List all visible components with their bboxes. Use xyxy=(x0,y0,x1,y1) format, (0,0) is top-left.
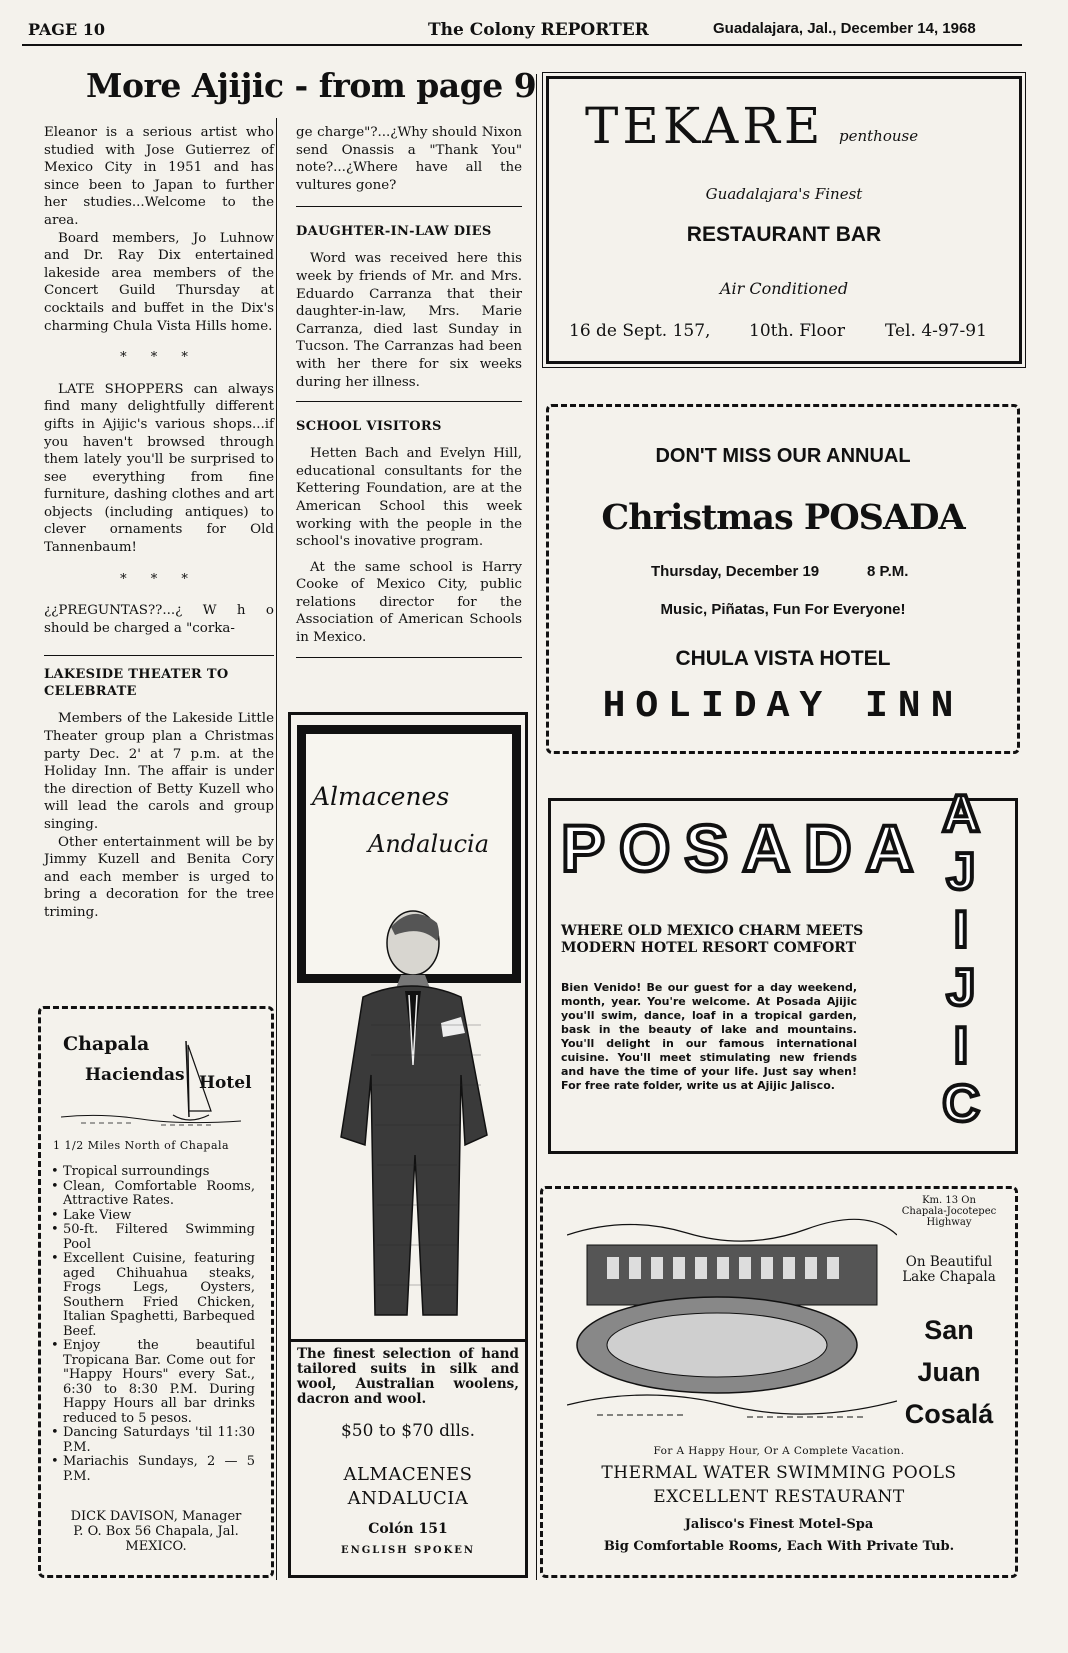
tekare-address: 16 de Sept. 157, xyxy=(569,321,711,341)
christmas-posada-ad xyxy=(546,404,1020,754)
almacenes-blurb: The finest selection of hand tailored suits in silk and wool, Australian woolens, dacron and wool. xyxy=(297,1346,519,1407)
ajijic-letter: J xyxy=(946,843,976,901)
column-1 xyxy=(44,124,274,922)
column-rule-1 xyxy=(276,118,277,1580)
almacenes-andalucia-ad xyxy=(288,712,528,1578)
article-paragraph: At the same school is Harry Cooke of Mexico City, public relations director for the Association of American Schools in Mexico. xyxy=(296,559,522,646)
almacenes-logo: Almacenes xyxy=(312,782,450,811)
almacenes-language: ENGLISH SPOKEN xyxy=(340,1545,476,1556)
article-paragraph: Hetten Bach and Evelyn Hill, educational consultants for the Kettering Foundation, are at the American School this week working with the people in the school's inovative program. xyxy=(296,446,522,550)
posada-date: Thursday, December 19 xyxy=(651,563,820,580)
posada-tagline-1: WHERE OLD MEXICO CHARM MEETS xyxy=(561,923,864,939)
section-rule xyxy=(44,655,274,656)
sanjuan-motel: Jalisco's Finest Motel-Spa xyxy=(684,1517,874,1532)
article-paragraph: ge charge"?...¿Why should Nixon send Onassis a "Thank You" note?...¿Where have all the vultures gone? xyxy=(296,125,522,193)
chapala-title: Chapala xyxy=(63,1033,150,1055)
sanjuan-san: San xyxy=(924,1315,974,1345)
almacenes-address: Colón 151 xyxy=(368,1521,448,1537)
section-rule xyxy=(296,206,522,207)
san-juan-cosala-ad xyxy=(540,1186,1018,1578)
separator-stars: * * * xyxy=(120,571,198,587)
section-rule xyxy=(296,401,522,402)
column-rule-2 xyxy=(536,74,537,1580)
paper-name: The Colony REPORTER xyxy=(428,20,649,40)
posada-logo: POSADA xyxy=(561,811,928,885)
ajijic-letter: I xyxy=(953,901,969,959)
posada-title: Christmas POSADA xyxy=(601,497,965,538)
ajijic-letter: A xyxy=(942,785,980,843)
almacenes-divider xyxy=(288,1339,528,1342)
almacenes-name-2: ANDALUCIA xyxy=(347,1488,469,1509)
chapala-address: P. O. Box 56 Chapala, Jal. xyxy=(73,1524,239,1539)
sanjuan-thermal: THERMAL WATER SWIMMING POOLS xyxy=(601,1463,957,1483)
chapala-manager: DICK DAVISON, Manager xyxy=(70,1509,242,1524)
ajijic-letter: J xyxy=(946,959,976,1017)
almacenes-name xyxy=(291,1463,525,1511)
ajijic-letter: I xyxy=(953,1017,969,1075)
feature-item: • Tropical surroundings xyxy=(49,1165,255,1180)
resort-illustration xyxy=(567,1205,897,1425)
feature-item: • Mariachis Sundays, 2 — 5 P.M. xyxy=(49,1455,255,1484)
ajijic-letter: C xyxy=(942,1075,980,1133)
posada-hotel: CHULA VISTA HOTEL xyxy=(675,647,891,670)
article-paragraph: ¿¿PREGUNTAS??...¿ W h o should be charged a "corka- xyxy=(44,603,274,636)
ajijic-logo xyxy=(919,785,1003,1133)
sanjuan-km: Km. 13 On Chapala-Jocotepec Highway xyxy=(901,1195,997,1228)
feature-item: • Lake View xyxy=(49,1209,255,1224)
posada-fun: Music, Piñatas, Fun For Everyone! xyxy=(660,601,906,618)
page-number: PAGE 10 xyxy=(28,20,105,39)
sanjuan-happy: For A Happy Hour, Or A Complete Vacation. xyxy=(653,1445,905,1457)
feature-item: • Dancing Saturdays 'til 11:30 P.M. xyxy=(49,1426,255,1455)
sanjuan-on: On Beautiful Lake Chapala xyxy=(902,1254,996,1285)
sanjuan-restaurant: EXCELLENT RESTAURANT xyxy=(653,1487,905,1507)
posada-annual: DON'T MISS OUR ANNUAL xyxy=(655,445,911,467)
posada-inn: HOLIDAY INN xyxy=(602,685,964,728)
tekare-finest: Guadalajara's Finest xyxy=(705,185,863,203)
article-paragraph: Word was received here this week by friends of Mr. and Mrs. Eduardo Carranza that their daughter-in-law, Mrs. Marie Carranza, died last Sunday in Tucson. The Carranzas had been with her there for six weeks during her illness. xyxy=(296,251,522,390)
posada-time: 8 P.M. xyxy=(867,563,909,580)
tekare-ad xyxy=(546,76,1022,364)
feature-item: • 50-ft. Filtered Swimming Pool xyxy=(49,1223,255,1252)
feature-item: • Enjoy the beautiful Tropicana Bar. Come out for "Happy Hours" every Sat., 6:30 to 8:30 P.M. During Happy Hours all bar drinks reduced to 5 pesos. xyxy=(49,1339,255,1426)
almacenes-name-1: ALMACENES xyxy=(343,1464,473,1485)
chapala-haciendas-ad xyxy=(38,1006,274,1578)
chapala-title-2: Haciendas xyxy=(85,1065,185,1085)
feature-item: • Excellent Cuisine, featuring aged Chihuahua steaks, Frogs Legs, Oysters, Southern Fried Chicken, Italian Spaghetti, Barbequed Beef. xyxy=(49,1252,255,1339)
tekare-air: Air Conditioned xyxy=(719,279,849,298)
chapala-distance: 1 1/2 Miles North of Chapala xyxy=(53,1139,230,1152)
sailboat-illustration xyxy=(61,1039,251,1129)
dateline: Guadalajara, Jal., December 14, 1968 xyxy=(713,20,976,37)
feature-item: • Clean, Comfortable Rooms, Attractive Rates. xyxy=(49,1180,255,1209)
tekare-tel: Tel. 4-97-91 xyxy=(885,321,987,341)
article-paragraph: Eleanor is a serious artist who studied with Jose Gutierrez of Mexico City in 1951 and has since been to Japan to further her studies...Welcome to the area. xyxy=(44,125,274,228)
posada-ajijic-ad xyxy=(548,785,1018,1154)
sanjuan-rooms: Big Comfortable Rooms, Each With Private Tub. xyxy=(603,1539,955,1554)
posada-body: Bien Venido! Be our guest for a day weekend, month, year. You're welcome. At Posada Ajijic you'll swim, dance, loaf in a tropical garden, bask in the beauty of lake and mountains. You'll delight in our famous international cuisine. You'll meet stimulating new friends and have the time of your life. Just say when! For free rate folder, write us at Ajijic Jalisco. xyxy=(561,981,857,1092)
sanjuan-cosala: Cosalá xyxy=(904,1399,994,1429)
column-2 xyxy=(296,124,522,658)
sanjuan-juan: Juan xyxy=(917,1357,981,1387)
tekare-type: RESTAURANT BAR xyxy=(686,223,882,246)
article-paragraph: Other entertainment will be by Jimmy Kuzell and Benita Cory and each member is urged to bring a decoration for the tree triming. xyxy=(44,834,274,920)
chapala-contact xyxy=(41,1509,271,1554)
chapala-country: MEXICO. xyxy=(125,1539,187,1554)
section-rule xyxy=(296,657,522,658)
headline: More Ajijic - from page 9 xyxy=(86,66,537,105)
section-heading: LAKESIDE THEATER TO CELEBRATE xyxy=(44,667,229,700)
tekare-floor: 10th. Floor xyxy=(749,321,846,341)
article-paragraph: LATE SHOPPERS can always find many delightfully different gifts in Ajijic's various shops...if you haven't browsed through them lately you'll be surprised to see everything from fine furniture, dashing clothes and art objects (including antiques) to clever ornaments for Old Tannenbaum! xyxy=(44,381,274,556)
posada-tagline-2: MODERN HOTEL RESORT COMFORT xyxy=(561,940,857,956)
article-paragraph: Board members, Jo Luhnow and Dr. Ray Dix entertained lakeside area members of the Concert Guild Thursday at cocktails and buffet in the Dix's charming Chula Vista Hills home. xyxy=(44,230,274,334)
andalucia-logo: Andalucia xyxy=(368,830,490,858)
header-rule xyxy=(22,44,1022,46)
section-heading: SCHOOL VISITORS xyxy=(296,419,442,435)
separator-stars: * * * xyxy=(120,350,198,366)
tekare-penthouse: penthouse xyxy=(839,127,919,145)
posada-tagline xyxy=(561,923,863,957)
chapala-features xyxy=(49,1165,255,1484)
almacenes-price: $50 to $70 dlls. xyxy=(340,1421,476,1441)
man-in-suit-illustration xyxy=(291,905,525,1325)
section-heading: DAUGHTER-IN-LAW DIES xyxy=(296,224,492,240)
chapala-title-3: Hotel xyxy=(199,1073,252,1093)
article-paragraph: Members of the Lakeside Little Theater group plan a Christmas party Dec. 2' at 7 p.m. at the Holiday Inn. The affair is under the direction of Betty Kuzell who will lead the carols and group singing. xyxy=(44,711,274,832)
tekare-name: TEKARE xyxy=(585,97,825,155)
